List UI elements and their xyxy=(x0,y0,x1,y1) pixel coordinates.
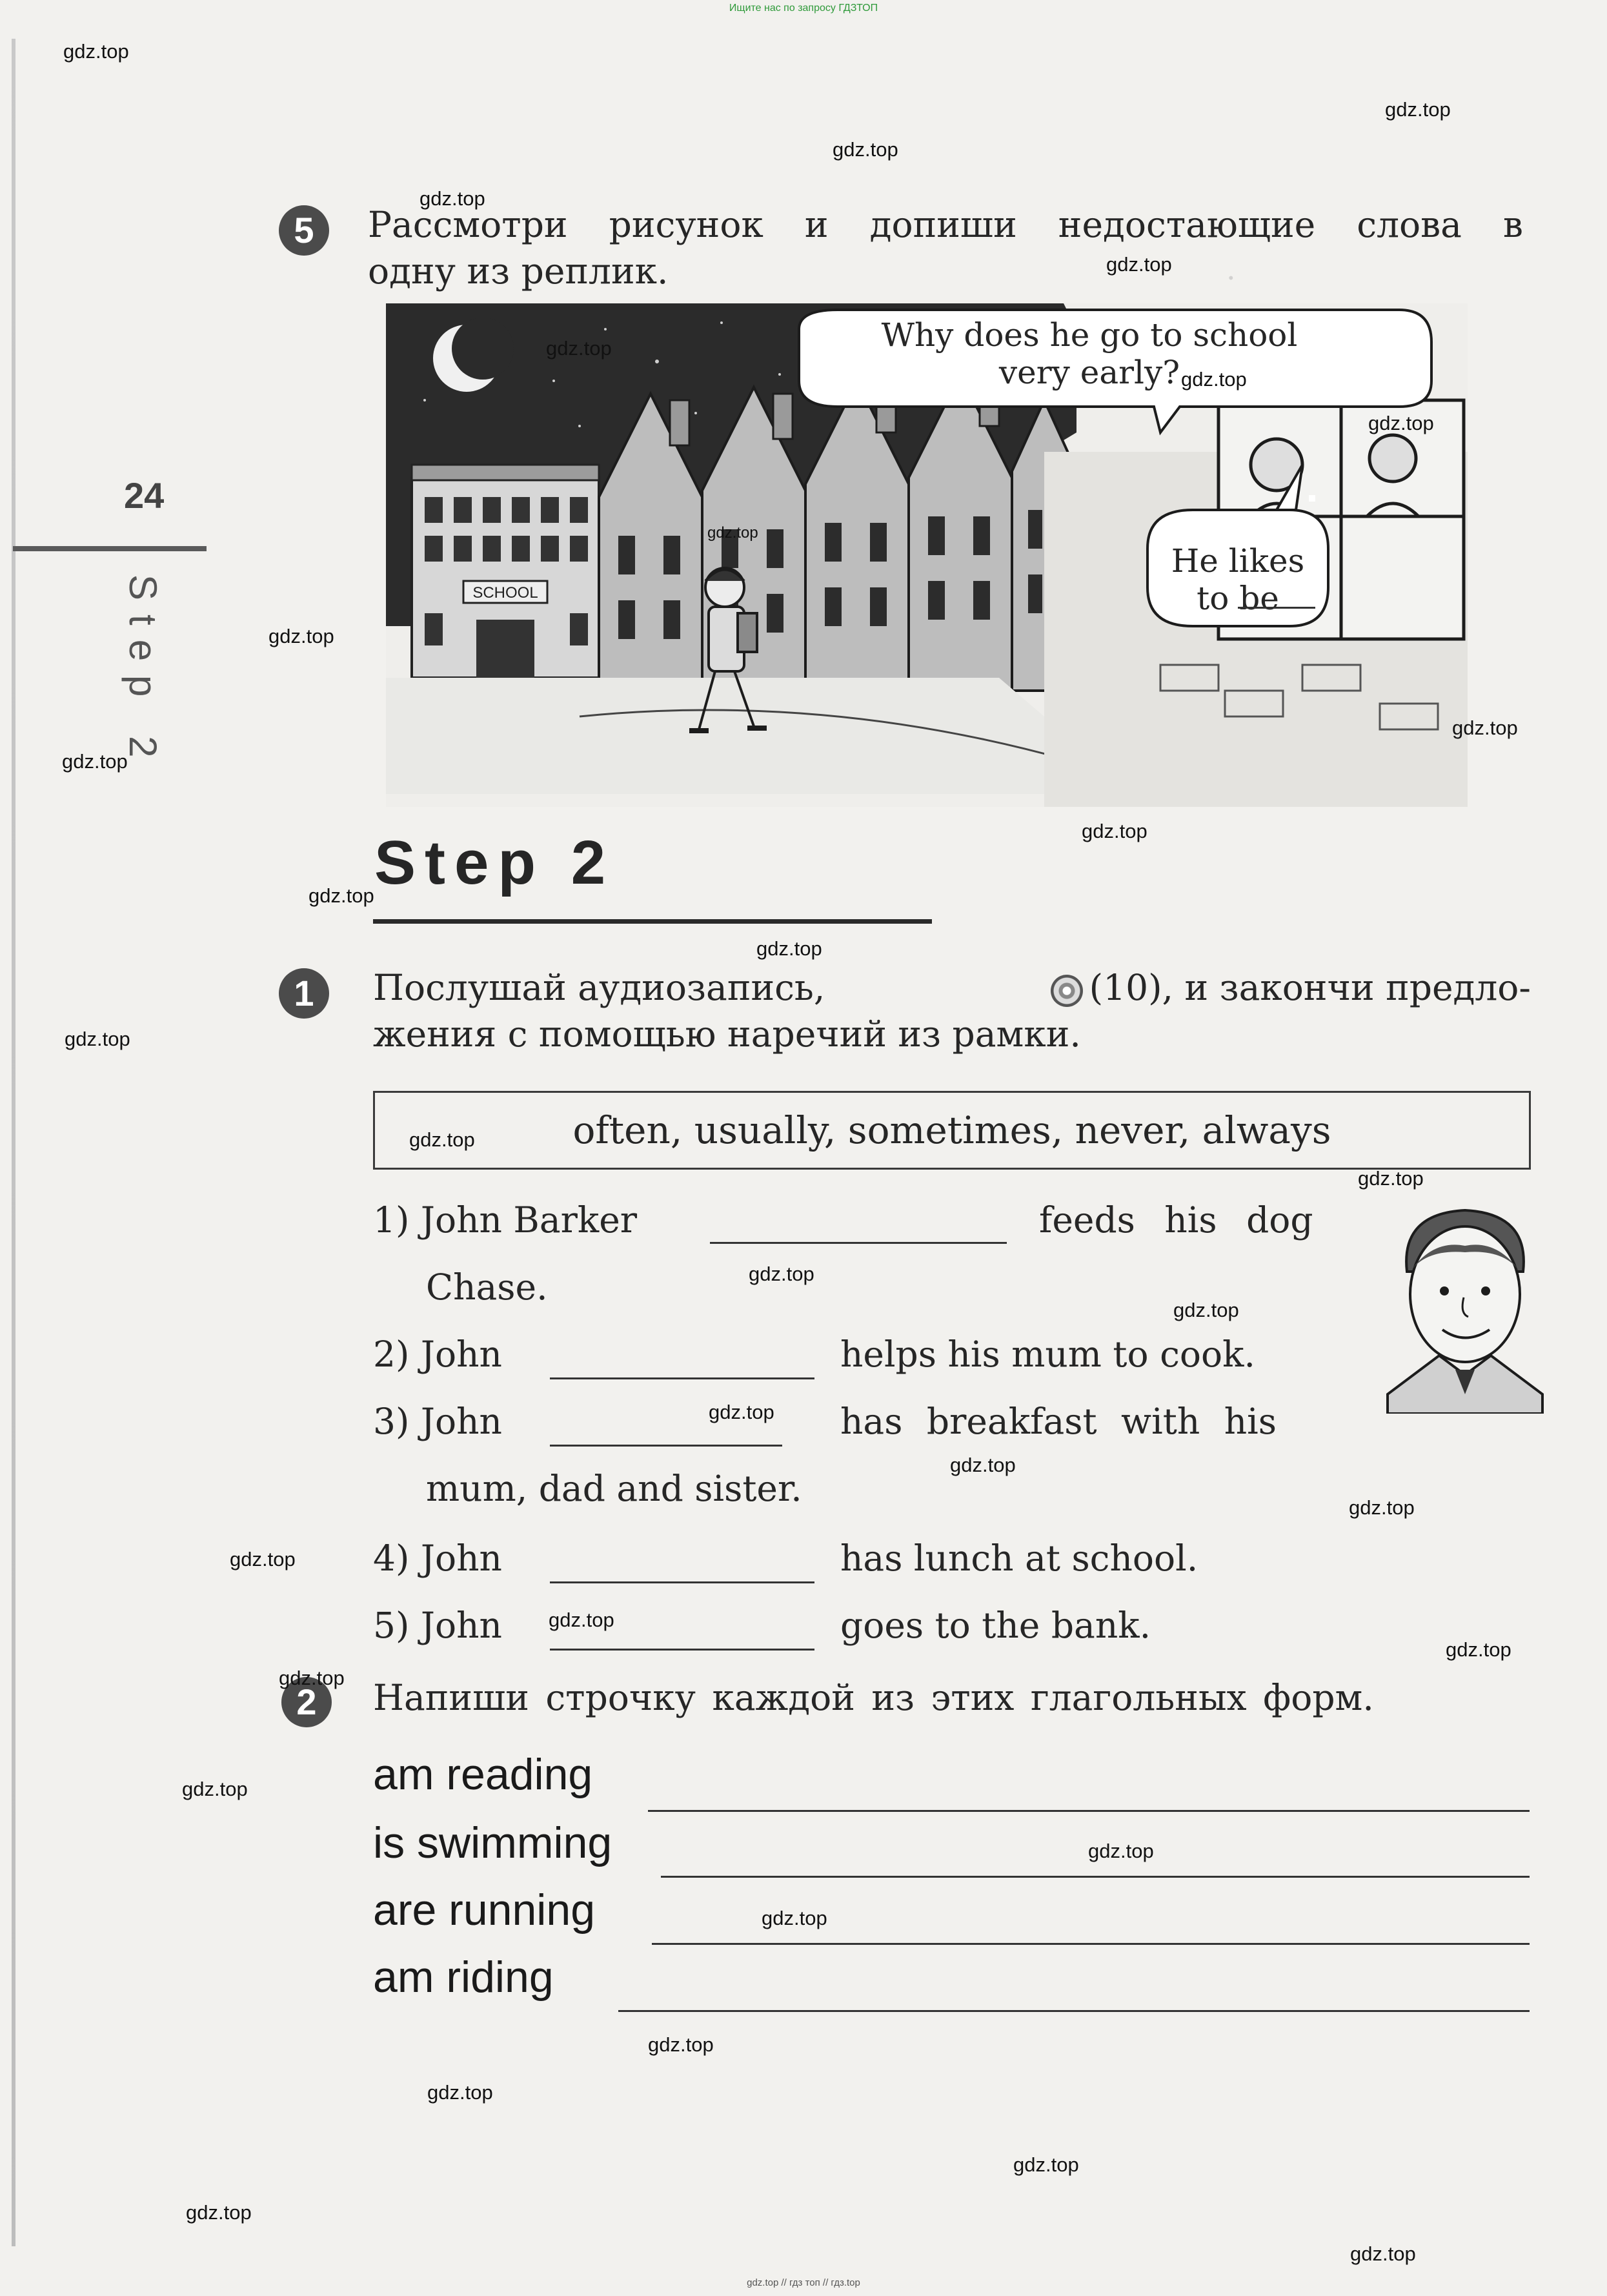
svg-text:SCHOOL: SCHOOL xyxy=(472,584,538,602)
sentence-2-blank[interactable] xyxy=(550,1377,814,1379)
sentence-4-a: 4) John xyxy=(373,1538,502,1579)
watermark[interactable]: gdz.top xyxy=(1350,2242,1416,2265)
bubble-2-text: He likes to be xyxy=(1171,542,1305,617)
watermark[interactable]: gdz.top xyxy=(1446,1638,1511,1661)
boy-portrait xyxy=(1375,1201,1555,1414)
exercise-5-badge: 5 xyxy=(279,205,329,256)
top-banner[interactable]: Ищите нас по запросу ГДЗТОП xyxy=(729,3,878,14)
watermark[interactable]: gdz.top xyxy=(279,1667,345,1689)
sentence-5-a: 5) John xyxy=(373,1605,502,1646)
watermark[interactable]: gdz.top xyxy=(756,937,822,960)
watermark[interactable]: gdz.top xyxy=(1088,1840,1154,1862)
exercise-1-badge: 1 xyxy=(279,968,329,1019)
watermark[interactable]: gdz.top xyxy=(709,1401,774,1423)
sentence-3-b: has breakfast with his xyxy=(840,1401,1277,1442)
watermark[interactable]: gdz.top xyxy=(1452,716,1518,739)
watermark[interactable]: gdz.top xyxy=(427,2081,493,2104)
watermark[interactable]: gdz.top xyxy=(1106,253,1172,276)
watermark[interactable]: gdz.top xyxy=(230,1548,296,1570)
watermark[interactable]: gdz.top xyxy=(1368,412,1434,434)
sentence-1-a: 1) John Barker xyxy=(373,1199,638,1241)
verb-form-1: am reading xyxy=(373,1750,593,1799)
watermark[interactable]: gdz.top xyxy=(749,1263,814,1285)
watermark[interactable]: gdz.top xyxy=(186,2201,252,2224)
sentence-2-b: helps his mum to cook. xyxy=(840,1334,1255,1375)
watermark[interactable]: gdz.top xyxy=(308,884,374,907)
sentence-2-a: 2) John xyxy=(373,1334,502,1375)
bubble-2-answer-line[interactable] xyxy=(1238,607,1315,609)
verb-form-4: am riding xyxy=(373,1953,554,2002)
sentence-3-a: 3) John xyxy=(373,1401,502,1442)
watermark[interactable]: gdz.top xyxy=(1013,2153,1079,2176)
exercise-5-instruction-line2: одну из реплик. xyxy=(368,250,669,292)
exercise-2-instruction: Напиши строчку каждой из этих глагольных форм. xyxy=(373,1677,1374,1718)
watermark[interactable]: gdz.top xyxy=(268,625,334,647)
exercise-1-instruction-line2: жения с помощью наречий из рамки. xyxy=(373,1013,1081,1055)
side-rule xyxy=(13,546,207,551)
verb-form-1-line[interactable] xyxy=(648,1810,1530,1812)
verb-form-3-line[interactable] xyxy=(652,1943,1530,1945)
audio-cd-icon[interactable] xyxy=(1051,975,1083,1007)
page-number: 24 xyxy=(124,475,165,516)
watermark[interactable]: gdz.top xyxy=(707,524,758,542)
sentence-3-c: mum, dad and sister. xyxy=(426,1468,802,1509)
sentence-5-blank[interactable] xyxy=(550,1649,814,1651)
verb-form-4-line[interactable] xyxy=(618,2010,1530,2012)
watermark[interactable]: gdz.top xyxy=(833,138,898,161)
bottom-banner[interactable]: gdz.top // гдз топ // гдз.top xyxy=(747,2277,860,2288)
school-building xyxy=(412,465,599,678)
page-edge xyxy=(12,39,15,2246)
bubble-1-text: Why does he go to school very early? xyxy=(881,316,1298,391)
watermark[interactable]: gdz.top xyxy=(762,1907,827,1929)
exercise-1-instruction-line1: Послушай аудиозапись, (10), и закончи предло- xyxy=(373,967,1531,1008)
sentence-1-b: feeds his dog xyxy=(1039,1199,1313,1241)
watermark[interactable]: gdz.top xyxy=(1173,1299,1239,1321)
sentence-1-blank[interactable] xyxy=(710,1242,1007,1244)
verb-form-3: are running xyxy=(373,1885,596,1935)
sentence-4-b: has lunch at school. xyxy=(840,1538,1198,1579)
watermark[interactable]: gdz.top xyxy=(65,1028,130,1050)
adverbs-box: often, usually, sometimes, never, always xyxy=(373,1091,1531,1170)
sentence-4-blank[interactable] xyxy=(550,1581,814,1583)
verb-form-2-line[interactable] xyxy=(661,1876,1530,1878)
watermark[interactable]: gdz.top xyxy=(419,187,485,210)
watermark[interactable]: gdz.top xyxy=(1385,98,1451,121)
watermark[interactable]: gdz.top xyxy=(1358,1167,1424,1190)
exercise-2-badge: 2 xyxy=(281,1677,332,1727)
watermark[interactable]: gdz.top xyxy=(409,1128,475,1151)
watermark[interactable]: gdz.top xyxy=(1181,368,1247,391)
watermark[interactable]: gdz.top xyxy=(1082,820,1147,842)
sentence-5-b: goes to the bank. xyxy=(840,1605,1151,1646)
step-title-rule xyxy=(373,919,932,924)
verb-form-2: is swimming xyxy=(373,1818,612,1867)
bleed-through: . xyxy=(1226,252,1236,287)
watermark[interactable]: gdz.top xyxy=(62,750,128,773)
watermark[interactable]: gdz.top xyxy=(950,1454,1016,1476)
watermark[interactable]: gdz.top xyxy=(63,40,129,63)
watermark[interactable]: gdz.top xyxy=(549,1609,614,1631)
sentence-1-c: Chase. xyxy=(426,1266,548,1308)
exercise-5-instruction-line1: Рассмотри рисунок и допиши недостающие слова в xyxy=(368,204,1523,245)
watermark[interactable]: gdz.top xyxy=(182,1778,248,1800)
sentence-3-blank[interactable] xyxy=(550,1445,782,1447)
watermark[interactable]: gdz.top xyxy=(648,2033,714,2056)
step-title: Step 2 xyxy=(374,828,615,897)
watermark[interactable]: gdz.top xyxy=(1349,1496,1415,1519)
illustration-night-street xyxy=(386,303,1468,807)
side-step-label: Step 2 xyxy=(121,574,165,772)
watermark[interactable]: gdz.top xyxy=(546,337,612,360)
